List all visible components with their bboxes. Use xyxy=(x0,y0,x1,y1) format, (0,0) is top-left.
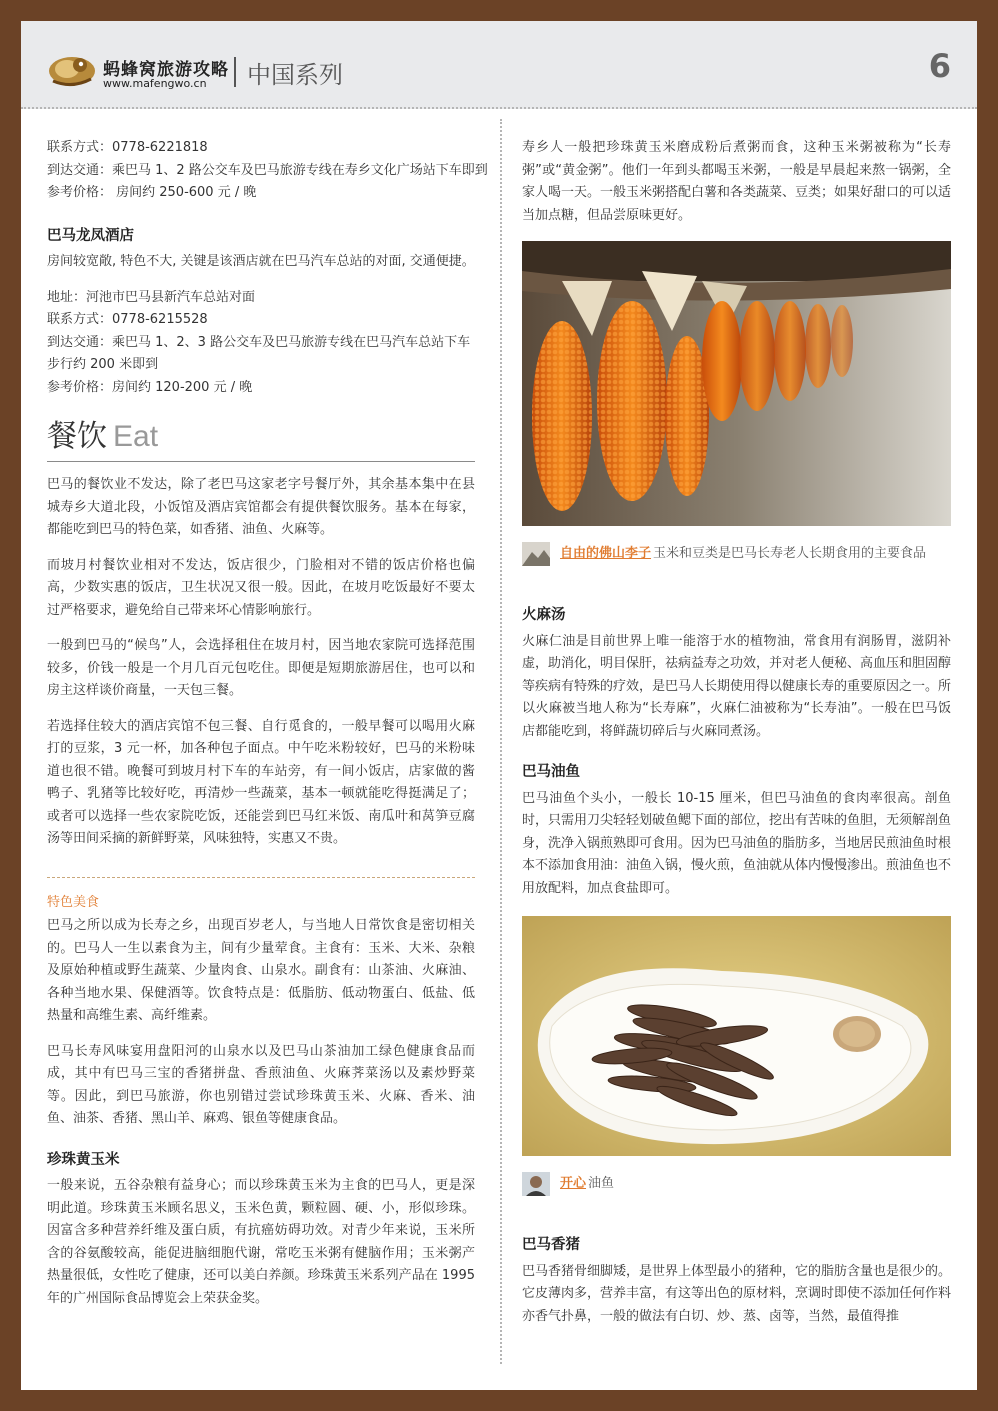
dashed-divider xyxy=(47,877,475,878)
caption-text: 油鱼 xyxy=(588,1175,615,1191)
page-header xyxy=(21,21,977,109)
section-title-eat xyxy=(47,417,475,462)
paragraph: 一般来说，五谷杂粮有益身心；而以珍珠黄玉米为主食的巴马人，更是深明此道。珍珠黄玉米顾名思义，玉米色黄，颗粒圆、硬、小，形似珍珠。因富含多种营养纤维及蛋白质，有抗癌妨碍功效。对青少年来说，玉米所含的谷氨酸较高，能促进脑细胞代谢，常吃玉米粥有健脑作用；玉米粥产热量很低，女性吃了健康，还可以美白养颜。珍珠黄玉米系列产品在 1995 年的广州国际食品博览会上荣获金奖。 xyxy=(47,1178,475,1306)
paragraph: 寿乡人一般把珍珠黄玉米磨成粉后煮粥而食，这种玉米粥被称为“长寿粥”或“黄金粥”。他们一年到头都喝玉米粥，一般是早晨起来熬一锅粥，全家人喝一天。一般玉米粥搭配白薯和各类蔬菜、豆类；如果好甜口的可以适当加点糖，但品尝原味更好。 xyxy=(522,140,952,223)
caption-text: 玉米和豆类是巴马长寿老人长期食用的主要食品 xyxy=(653,545,927,561)
paragraph: 巴马的餐饮业不发达，除了老巴马这家老字号餐厅外，其余基本集中在县城寿乡大道北段，小饭馆及酒店宾馆都会有提供餐饮服务。基本在每家，都能吃到巴马的特色菜，如香猪、油鱼、火麻等。 xyxy=(47,477,475,537)
header-separator xyxy=(234,57,236,87)
caption-user-link[interactable]: 开心 xyxy=(560,1175,587,1191)
hotel-description: 房间较宽敞, 特色不大, 关键是该酒店就在巴马汽车总站的对面, 交通便捷。 xyxy=(47,254,475,269)
paragraph: 而坡月村餐饮业相对不发达，饭店很少，门脸相对不错的饭店价格也偏高，少数实惠的饭店，卫生状况又很一般。因此，在坡月吃饭最好不要太过严格要求，避免给自己带来坏心情影响旅行。 xyxy=(47,557,475,618)
caption-user-link[interactable]: 自由的佛山李子 xyxy=(560,545,652,561)
dish-title: 巴马油鱼 xyxy=(522,764,580,780)
left-column xyxy=(47,137,488,1323)
user-avatar xyxy=(522,1172,550,1196)
fish-photo xyxy=(522,916,951,1156)
hotel-price: 参考价格： 房间约 250-600 元 / 晚 xyxy=(47,185,257,200)
hotel-address: 地址：河池市巴马县新汽车总站对面 xyxy=(47,289,256,305)
hotel-contact: 联系方式：0778-6215528 xyxy=(47,312,208,327)
series-title: 中国系列 xyxy=(247,61,343,89)
brand-name: 蚂蜂窝旅游攻略 xyxy=(103,60,229,80)
hotel-info-previous xyxy=(47,137,488,205)
subcategory-label: 特色美食 xyxy=(47,894,100,910)
paragraph: 巴马长寿风味宴用盘阳河的山泉水以及巴马山茶油加工绿色健康食品而成，其中有巴马三宝的香猪拼盘、香煎油鱼、火麻荠菜汤以及素炒野菜等。因此，到巴马旅游，你也别错过尝试珍珠黄玉米、火麻、香米、油鱼、油茶、香猪、黑山羊、麻鸡、银鱼等健康食品。 xyxy=(47,1043,475,1126)
dish-title: 火麻汤 xyxy=(522,607,566,623)
mafengwo-logo-icon xyxy=(47,51,97,87)
paragraph: 一般到巴马的“候鸟”人，会选择租住在坡月村，因当地农家院可选择范围较多，价钱一般是一个月几百元包吃住。即便是短期旅游居住，也可以和房主这样谈价商量，一天包三餐。 xyxy=(47,638,475,698)
dish-title: 巴马香猪 xyxy=(522,1237,580,1253)
brand-url: www.mafengwo.cn xyxy=(103,77,207,90)
page xyxy=(21,21,977,1390)
hotel-transport: 到达交通：乘巴马 1、2、3 路公交车及巴马旅游专线在巴马汽车总站下车步行约 200 米即到 xyxy=(47,334,471,372)
photo-caption xyxy=(522,542,951,566)
user-avatar xyxy=(522,542,550,566)
paragraph: 若选择住较大的酒店宾馆不包三餐、自行觅食的，一般早餐可以喝用火麻打的豆浆，3 元一杯，加各种包子面点。中午吃米粉较好，巴马的米粉味道也很不错。晚餐可到坡月村下车的车站旁，有一间小饭店，店家做的酱鸭子、乳猪等比较好吃，再清炒一些蔬菜，基本一顿就能吃得挺满足了；或者可以选择一些农家院吃饭，还能尝到巴马红米饭、南瓜叶和莴笋豆腐汤等田间采摘的新鲜野菜，风味独特，实惠又不贵。 xyxy=(47,718,475,846)
paragraph: 巴马香猪骨细脚矮，是世界上体型最小的猪种，它的脂肪含量也是很少的。它皮薄肉多，营养丰富，有这等出色的原材料，烹调时即使不添加任何作料亦香气扑鼻，一般的做法有白切、炒、蒸、卤等，当然，最值得推 xyxy=(522,1263,952,1324)
hotel-contact: 联系方式：0778-6221818 xyxy=(47,140,208,155)
hotel-transport: 到达交通：乘巴马 1、2 路公交车及巴马旅游专线在寿乡文化广场站下车即到 xyxy=(47,162,488,178)
corn-photo xyxy=(522,241,951,526)
paragraph: 火麻仁油是目前世界上唯一能溶于水的植物油，常食用有润肠胃，滋阴补虚，助消化，明目保肝，祛病益寿之功效，并对老人便秘、高血压和胆固醇等疾病有特殊的疗效，是巴马人长期使用得以健康长寿的重要原因之一。所以火麻被当地人称为“长寿麻”，火麻仁油被称为“长寿油”。一般在巴马饭店都能吃到，将鲜蔬切碎后与火麻同煮汤。 xyxy=(522,633,952,739)
dish-title: 珍珠黄玉米 xyxy=(47,1151,120,1168)
section-title-en: Eat xyxy=(113,420,159,453)
right-column xyxy=(522,137,951,1341)
hotel-info xyxy=(47,287,475,400)
page-number: 6 xyxy=(928,47,951,85)
hotel-name: 巴马龙凤酒店 xyxy=(47,227,134,244)
column-divider xyxy=(500,119,502,1364)
paragraph: 巴马油鱼个头小，一般长 10-15 厘米，但巴马油鱼的食肉率很高。剖鱼时，只需用刀尖轻轻划破鱼鳃下面的部位，挖出有苦味的鱼胆，无须解剖鱼身，洗净入锅煎熟即可食用。因为巴马油鱼的脂肪多，当地居民煎油鱼时根本不添加食用油：油鱼入锅，慢火煎，鱼油就从体内慢慢渗出。煎油鱼也不用放配料，加点食盐即可。 xyxy=(522,790,952,896)
photo-caption xyxy=(522,1172,951,1196)
fish-photo-illustration xyxy=(522,916,951,1156)
corn-photo-illustration xyxy=(522,241,951,526)
hotel-price: 参考价格：房间约 120-200 元 / 晚 xyxy=(47,379,253,395)
section-title-cn: 餐饮 xyxy=(47,419,107,454)
paragraph: 巴马之所以成为长寿之乡，出现百岁老人，与当地人日常饮食是密切相关的。巴马人一生以素食为主，间有少量荤食。主食有：玉米、大米、杂粮及原始种植或野生蔬菜、少量肉食、山泉水。副食有：山茶油、火麻油、各种当地水果、保健酒等。饮食特点是：低脂肪、低动物蛋白、低盐、低热量和高维生素、高纤维素。 xyxy=(47,918,475,1023)
